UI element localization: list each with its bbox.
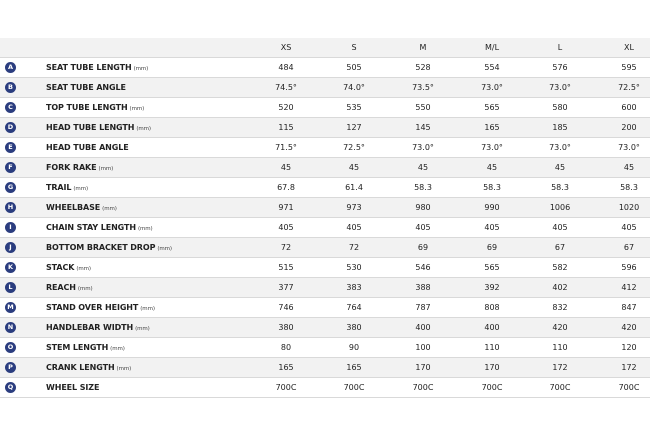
value-cell-s: 973 [346,203,362,212]
value-cell-s: 74.0° [343,83,365,92]
size-header-l: L [557,43,563,52]
row-letter-badge: D [5,122,16,133]
value-cell-l: 405 [552,223,568,232]
row-letter-badge: K [5,262,16,273]
row-unit: (mm) [135,326,150,332]
geometry-row [0,117,650,137]
geometry-row [0,377,650,398]
row-label-text: REACH [46,283,76,292]
value-cell-ml: 392 [484,283,500,292]
value-cell-xs: 67.8 [277,183,295,192]
geometry-row [0,77,650,97]
row-letter-badge: I [5,222,16,233]
row-label [46,298,155,317]
geometry-row [0,197,650,217]
geometry-row [0,97,650,117]
value-cell-xl: 847 [621,303,637,312]
row-unit: (mm) [77,286,93,292]
value-cell-ml: 405 [484,223,500,232]
value-cell-s: 700C [343,383,365,392]
value-cell-xl: 1020 [618,203,640,212]
value-cell-ml: 58.3 [483,183,501,192]
size-header-xs: XS [280,43,292,52]
row-label [46,118,151,137]
value-cell-l: 58.3 [551,183,569,192]
value-cell-ml: 110 [484,343,500,352]
row-label [46,158,113,177]
row-label-text: SEAT TUBE ANGLE [46,83,126,92]
geometry-row [0,177,650,197]
row-label [46,218,153,237]
value-cell-xs: 72 [280,243,292,252]
value-cell-l: 832 [552,303,568,312]
value-cell-m: 100 [415,343,431,352]
value-cell-m: 69 [417,243,429,252]
row-label-text: CRANK LENGTH [46,363,115,372]
row-letter-badge: A [5,62,16,73]
row-letter-badge: H [5,202,16,213]
value-cell-ml: 165 [484,123,500,132]
value-cell-xl: 600 [621,103,637,112]
row-unit: (mm) [137,226,153,232]
row-unit: (mm) [157,246,172,252]
value-cell-xs: 74.5° [275,83,297,92]
value-cell-l: 402 [552,283,568,292]
row-label-text: STACK [46,263,75,272]
value-cell-xl: 172 [621,363,637,372]
row-letter-badge: Q [5,382,16,393]
row-label-text: TOP TUBE LENGTH [46,103,128,112]
row-label [46,338,125,357]
row-unit: (mm) [116,366,132,372]
value-cell-xs: 80 [280,343,292,352]
value-cell-xl: 73.0° [618,143,640,152]
value-cell-xl: 72.5° [618,83,640,92]
value-cell-s: 72.5° [343,143,365,152]
value-cell-xs: 380 [278,323,294,332]
row-label-text: WHEELBASE [46,203,101,212]
row-unit: (mm) [73,186,88,192]
value-cell-s: 380 [346,323,362,332]
value-cell-ml: 808 [484,303,500,312]
value-cell-m: 73.5° [412,83,434,92]
row-label [46,278,93,297]
value-cell-s: 127 [346,123,362,132]
size-header-row [0,38,650,57]
row-letter-badge: P [5,362,16,373]
value-cell-xl: 67 [623,243,635,252]
value-cell-l: 73.0° [549,83,571,92]
value-cell-xs: 45 [280,163,292,172]
value-cell-ml: 565 [484,263,500,272]
row-label-text: CHAIN STAY LENGTH [46,223,136,232]
value-cell-s: 505 [346,63,362,72]
row-label [46,138,129,157]
row-label-text: WHEEL SIZE [46,383,100,392]
geometry-row [0,337,650,357]
value-cell-ml: 170 [484,363,500,372]
geometry-row [0,157,650,177]
value-cell-m: 73.0° [412,143,434,152]
value-cell-m: 45 [417,163,429,172]
row-label [46,318,150,337]
row-letter-badge: L [5,282,16,293]
row-label [46,58,148,77]
row-label [46,378,99,397]
value-cell-xs: 165 [278,363,294,372]
value-cell-xs: 115 [278,123,294,132]
geometry-row [0,277,650,297]
size-header-ml: M/L [484,43,500,52]
row-label-text: TRAIL [46,183,72,192]
row-letter-badge: N [5,322,16,333]
geometry-row [0,317,650,337]
value-cell-xs: 377 [278,283,294,292]
value-cell-ml: 565 [484,103,500,112]
value-cell-s: 45 [348,163,360,172]
value-cell-m: 388 [415,283,431,292]
value-cell-s: 165 [346,363,362,372]
value-cell-m: 145 [415,123,431,132]
row-unit: (mm) [136,126,151,132]
geometry-row [0,297,650,317]
row-letter-badge: B [5,82,16,93]
row-letter-badge: G [5,182,16,193]
row-letter-badge: J [5,242,16,253]
value-cell-xl: 700C [618,383,640,392]
geometry-row [0,217,650,237]
geometry-row [0,57,650,77]
row-label [46,178,88,197]
geometry-table [0,38,650,398]
geometry-rows [0,57,650,398]
row-label [46,198,117,217]
row-label [46,238,172,257]
value-cell-m: 787 [415,303,431,312]
geometry-row [0,257,650,277]
value-cell-m: 980 [415,203,431,212]
row-label-text: HEAD TUBE ANGLE [46,143,129,152]
value-cell-m: 528 [415,63,431,72]
row-unit: (mm) [110,346,125,352]
row-label-text: HEAD TUBE LENGTH [46,123,135,132]
value-cell-l: 1006 [549,203,571,212]
value-cell-s: 764 [346,303,362,312]
value-cell-l: 185 [552,123,568,132]
value-cell-xl: 405 [621,223,637,232]
value-cell-ml: 45 [486,163,498,172]
value-cell-m: 170 [415,363,431,372]
value-cell-l: 576 [552,63,568,72]
value-cell-l: 110 [552,343,568,352]
value-cell-xs: 71.5° [275,143,297,152]
size-header-m: M [419,43,427,52]
value-cell-s: 535 [346,103,362,112]
value-cell-ml: 990 [484,203,500,212]
value-cell-xl: 595 [621,63,637,72]
value-cell-m: 700C [412,383,434,392]
value-cell-s: 383 [346,283,362,292]
value-cell-ml: 73.0° [481,143,503,152]
row-letter-badge: M [5,302,16,313]
value-cell-xl: 120 [621,343,637,352]
row-unit: (mm) [76,266,91,272]
geometry-row [0,357,650,377]
geometry-row [0,237,650,257]
value-cell-ml: 400 [484,323,500,332]
value-cell-xs: 746 [278,303,294,312]
row-label-text: SEAT TUBE LENGTH [46,63,132,72]
row-letter-badge: O [5,342,16,353]
value-cell-l: 73.0° [549,143,571,152]
value-cell-xs: 520 [278,103,294,112]
value-cell-ml: 700C [481,383,503,392]
row-letter-badge: F [5,162,16,173]
value-cell-xl: 596 [621,263,637,272]
value-cell-l: 45 [554,163,566,172]
value-cell-m: 58.3 [414,183,432,192]
value-cell-xs: 700C [275,383,297,392]
row-label [46,78,126,97]
value-cell-ml: 73.0° [481,83,503,92]
row-label-text: FORK RAKE [46,163,97,172]
value-cell-s: 530 [346,263,362,272]
row-label-text: HANDLEBAR WIDTH [46,323,134,332]
row-letter-badge: E [5,142,16,153]
value-cell-xs: 484 [278,63,294,72]
value-cell-xl: 200 [621,123,637,132]
value-cell-s: 61.4 [345,183,363,192]
value-cell-l: 420 [552,323,568,332]
value-cell-s: 405 [346,223,362,232]
value-cell-xl: 420 [621,323,637,332]
value-cell-m: 550 [415,103,431,112]
value-cell-xs: 405 [278,223,294,232]
value-cell-xs: 515 [278,263,294,272]
value-cell-s: 72 [348,243,360,252]
value-cell-xl: 412 [621,283,637,292]
row-unit: (mm) [129,106,145,112]
size-header-xl: XL [624,43,634,52]
row-label-text: STAND OVER HEIGHT [46,303,139,312]
row-unit: (mm) [133,66,149,72]
value-cell-ml: 554 [484,63,500,72]
value-cell-l: 582 [552,263,568,272]
value-cell-ml: 69 [486,243,498,252]
value-cell-xl: 45 [623,163,635,172]
value-cell-l: 580 [552,103,568,112]
geometry-row [0,137,650,157]
row-letter-badge: C [5,102,16,113]
value-cell-l: 700C [549,383,571,392]
value-cell-l: 67 [554,243,566,252]
value-cell-xl: 58.3 [620,183,638,192]
value-cell-xs: 971 [278,203,294,212]
row-label [46,258,91,277]
row-label [46,98,144,117]
row-label-text: STEM LENGTH [46,343,109,352]
row-unit: (mm) [140,306,155,312]
value-cell-m: 405 [415,223,431,232]
value-cell-m: 546 [415,263,431,272]
row-label-text: BOTTOM BRACKET DROP [46,243,156,252]
row-unit: (mm) [98,166,114,172]
row-unit: (mm) [102,206,117,212]
value-cell-s: 90 [348,343,360,352]
value-cell-l: 172 [552,363,568,372]
size-header-s: S [351,43,357,52]
row-label [46,358,131,377]
value-cell-m: 400 [415,323,431,332]
